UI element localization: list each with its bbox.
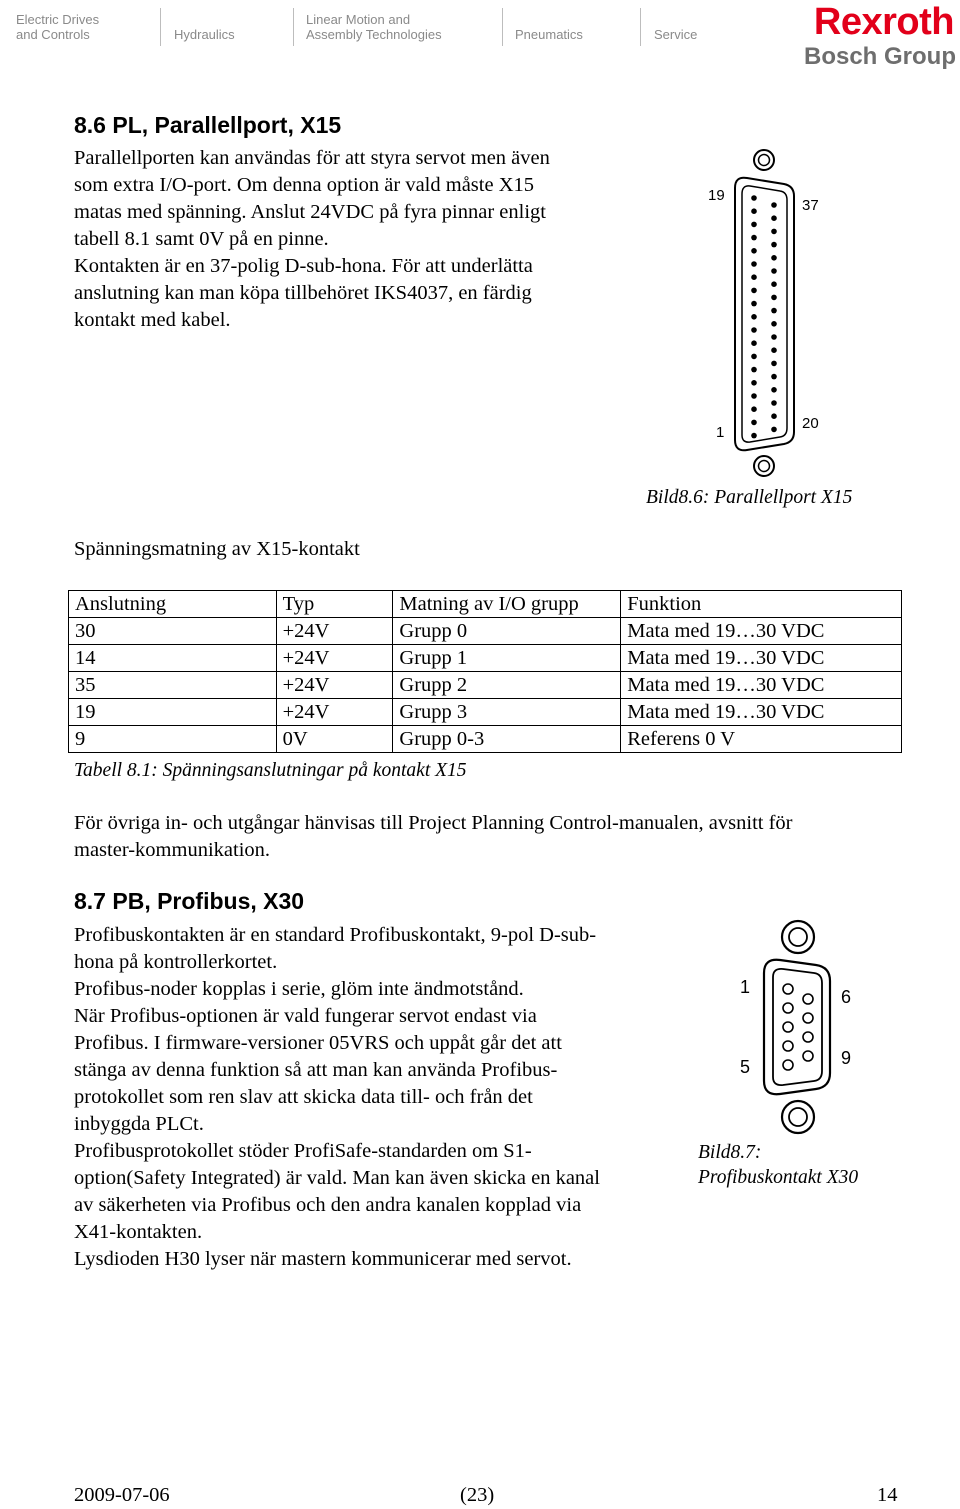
dsub37-connector-figure (690, 140, 840, 485)
pin (751, 380, 757, 386)
dsub9-connector-figure (728, 915, 868, 1140)
pin-label-20: 20 (802, 415, 819, 432)
pin (783, 1041, 793, 1051)
body-line: som extra I/O-port. Om denna option är vald måste X15 (74, 174, 534, 196)
pin (751, 288, 757, 294)
pin (771, 281, 777, 287)
pin (771, 215, 777, 221)
table-cell: Mata med 19…30 VDC (621, 645, 902, 672)
pin-array (751, 195, 777, 438)
section-title-8-7: 8.7 PB, Profibus, X30 (74, 888, 305, 914)
pin (771, 321, 777, 327)
pin-label-6: 6 (841, 987, 852, 1007)
body-line: Parallellporten kan användas för att styra servot men även (74, 147, 550, 169)
mounting-hole-top (754, 150, 774, 170)
pin (783, 984, 793, 994)
nav-line: Electric Drives (16, 12, 100, 27)
nav-line: Service (654, 27, 698, 42)
body-line: X41-kontakten. (74, 1221, 203, 1243)
caption-line: Bild8.7: (698, 1142, 762, 1163)
table-cell: 19 (69, 699, 277, 726)
figure-caption-8-7 (698, 1140, 858, 1190)
table-row (69, 618, 902, 645)
pin-label-5: 5 (740, 1057, 751, 1077)
nav-electric-drives[interactable] (16, 12, 99, 42)
nav-line: Hydraulics (174, 27, 235, 42)
mounting-hole-top (782, 921, 814, 953)
pin (751, 248, 757, 254)
rexroth-logo: Rexroth (813, 1, 954, 43)
body-line: Lysdioden H30 lyser när mastern kommunicerar med servot. (74, 1248, 572, 1270)
section-8-6-note (74, 810, 793, 864)
body-line: matas med spänning. Anslut 24VDC på fyra pinnar enligt (74, 201, 546, 223)
pin-array (783, 984, 813, 1070)
pin (771, 229, 777, 235)
footer-center: (23) (460, 1484, 495, 1506)
pin (751, 195, 757, 201)
pin (771, 374, 777, 380)
section-8-6-body (74, 145, 550, 334)
table-cell: Mata med 19…30 VDC (621, 699, 902, 726)
table-row (69, 645, 902, 672)
pin (751, 314, 757, 320)
nav-line: Pneumatics (515, 27, 583, 42)
pin (751, 340, 757, 346)
connector-shell-inner (742, 186, 787, 442)
caption-line: Profibuskontakt X30 (698, 1167, 859, 1188)
table-cell: Referens 0 V (621, 726, 902, 753)
nav-line: Linear Motion and (306, 12, 411, 27)
pin (771, 347, 777, 353)
pin (771, 295, 777, 301)
footer-page-number: 14 (877, 1484, 898, 1506)
pin (783, 1022, 793, 1032)
pin (751, 235, 757, 241)
pin (771, 268, 777, 274)
pin (751, 222, 757, 228)
pin (803, 1051, 813, 1061)
pin (751, 433, 757, 439)
table-cell: Grupp 0-3 (393, 726, 621, 753)
pin (783, 1003, 793, 1013)
pin-label-1: 1 (716, 424, 725, 441)
table-cell: Grupp 0 (393, 618, 621, 645)
table-cell: +24V (276, 699, 393, 726)
pin (751, 420, 757, 426)
pin-label-1: 1 (740, 977, 751, 997)
connector-shell-outer (764, 960, 830, 1094)
body-line: tabell 8.1 samt 0V på en pinne. (74, 228, 329, 250)
figure-caption-8-6: Bild8.6: Parallellport X15 (646, 487, 853, 508)
body-line: hona på kontrollerkortet. (74, 951, 278, 973)
nav-line: and Controls (16, 27, 90, 42)
body-line: kontakt med kabel. (74, 309, 231, 331)
body-line: Profibus. I firmware-versioner 05VRS och uppåt går det att (74, 1032, 562, 1054)
table-cell: +24V (276, 645, 393, 672)
body-line: stänga av denna funktion så att man kan använda Profibus- (74, 1059, 558, 1081)
body-line: Profibus-noder kopplas i serie, glöm inte ändmotstånd. (74, 978, 524, 1000)
body-line: Profibuskontakten är en standard Profibuskontakt, 9-pol D-sub- (74, 924, 597, 946)
nav-line: Assembly Technologies (306, 27, 442, 42)
pin (771, 255, 777, 261)
pin (771, 387, 777, 393)
section-title-8-6: 8.6 PL, Parallellport, X15 (74, 112, 342, 138)
pin (771, 427, 777, 433)
pin (771, 361, 777, 367)
footer-date: 2009-07-06 (74, 1484, 170, 1506)
table-row (69, 672, 902, 699)
mounting-hole-bottom (782, 1101, 814, 1133)
pin (803, 1013, 813, 1023)
body-line: Kontakten är en 37-polig D-sub-hona. För att underlätta (74, 255, 533, 277)
voltage-table (68, 590, 902, 753)
pin-label-19: 19 (708, 187, 725, 204)
section-8-7-body (74, 922, 600, 1273)
pin (751, 367, 757, 373)
table-cell: 0V (276, 726, 393, 753)
table-cell: Grupp 3 (393, 699, 621, 726)
pin (751, 208, 757, 214)
pin (751, 274, 757, 280)
nav-service[interactable] (654, 27, 697, 42)
table-header-cell: Typ (276, 591, 393, 618)
pin (771, 400, 777, 406)
body-line: inbyggda PLCt. (74, 1113, 204, 1135)
table-cell: 9 (69, 726, 277, 753)
pin (803, 1032, 813, 1042)
body-line: option(Safety Integrated) är vald. Man kan även skicka en kanal (74, 1167, 600, 1189)
nav-pneumatics[interactable] (515, 27, 583, 42)
pin-label-37: 37 (802, 197, 819, 214)
table-cell: Grupp 1 (393, 645, 621, 672)
pin-label-9: 9 (841, 1048, 852, 1068)
body-line: av säkerheten via Profibus och den andra kanalen kopplad via (74, 1194, 582, 1216)
nav-hydraulics[interactable] (174, 27, 235, 42)
pin (751, 327, 757, 333)
table-header-cell: Matning av I/O grupp (393, 591, 621, 618)
table-header-cell: Funktion (621, 591, 902, 618)
connector-shell-outer (735, 178, 794, 451)
table-header-row (69, 591, 902, 618)
table-cell: 30 (69, 618, 277, 645)
bosch-group-logo: Bosch Group (803, 43, 956, 70)
table-caption-8-1: Tabell 8.1: Spänningsanslutningar på kontakt X15 (74, 760, 467, 781)
header-divider (293, 8, 294, 46)
table-cell: Mata med 19…30 VDC (621, 618, 902, 645)
header-divider (502, 8, 503, 46)
body-line: Profibusprotokollet stöder ProfiSafe-standarden om S1- (74, 1140, 532, 1162)
pin (751, 393, 757, 399)
pin (771, 334, 777, 340)
header-divider (640, 8, 641, 46)
pin (771, 202, 777, 208)
table-cell: Mata med 19…30 VDC (621, 672, 902, 699)
body-line: master-kommunikation. (74, 839, 271, 861)
mounting-hole-bottom (754, 456, 774, 476)
body-line: protokollet som ren slav att skicka data till- och från det (74, 1086, 533, 1108)
pin (771, 308, 777, 314)
header-divider (160, 8, 161, 46)
nav-linear-motion[interactable] (306, 12, 442, 42)
body-line: När Profibus-optionen är vald fungerar servot endast via (74, 1005, 537, 1027)
table-row (69, 726, 902, 753)
pin (751, 301, 757, 307)
pin (751, 261, 757, 267)
pin (803, 994, 813, 1004)
body-line: anslutning kan man köpa tillbehöret IKS4037, en färdig (74, 282, 532, 304)
table-cell: 14 (69, 645, 277, 672)
subheading-power-supply: Spänningsmatning av X15-kontakt (74, 538, 360, 560)
body-line: För övriga in- och utgångar hänvisas till Project Planning Control-manualen, avsnitt för (74, 812, 793, 834)
table-cell: 35 (69, 672, 277, 699)
pin (751, 354, 757, 360)
table-header-cell: Anslutning (69, 591, 277, 618)
connector-shell-inner (773, 969, 822, 1085)
table-cell: +24V (276, 618, 393, 645)
table-cell: Grupp 2 (393, 672, 621, 699)
pin (783, 1060, 793, 1070)
table-cell: +24V (276, 672, 393, 699)
pin (751, 406, 757, 412)
pin (771, 413, 777, 419)
table-row (69, 699, 902, 726)
pin (771, 242, 777, 248)
